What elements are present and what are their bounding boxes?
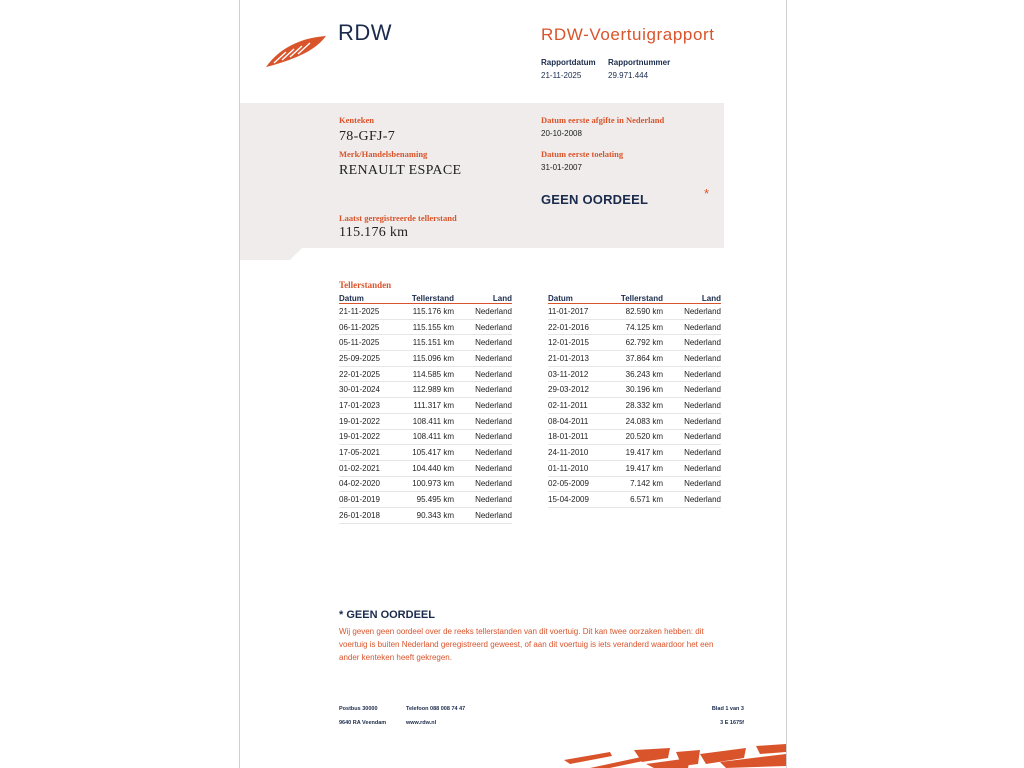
table-row [339,460,512,476]
table-header-row [548,293,721,304]
cell-land: Nederland [454,476,512,492]
oordeel-asterisk: * [704,186,710,201]
cell-datum: 12-01-2015 [548,335,610,351]
cell-land: Nederland [454,398,512,414]
oordeel-status: GEEN OORDEEL [541,192,649,207]
col-datum: Datum [548,293,610,304]
cell-datum: 29-03-2012 [548,382,610,398]
footer-blad: Blad 1 van 3 [711,706,744,712]
table-row [548,476,721,492]
cell-tellerstand: 62.792 km [610,335,663,351]
table-row [548,413,721,429]
cell-datum: 21-01-2013 [548,351,610,367]
col-land: Land [663,293,721,304]
table-row [339,351,512,367]
cell-tellerstand: 19.417 km [610,445,663,461]
cell-tellerstand: 108.411 km [401,429,454,445]
table-header-row [339,293,512,304]
rapportdatum-value: 21-11-2025 [541,71,582,80]
cell-datum: 02-05-2009 [548,476,610,492]
cell-land: Nederland [663,460,721,476]
col-tellerstand: Tellerstand [401,293,454,304]
cell-datum: 05-11-2025 [339,335,401,351]
cell-tellerstand: 105.417 km [401,445,454,461]
footer-postbus: Postbus 30000 [339,706,378,712]
cell-datum: 01-02-2021 [339,460,401,476]
rapportnummer-label: Rapportnummer [608,58,671,67]
merk-value: RENAULT ESPACE [339,163,462,178]
cell-tellerstand: 24.083 km [610,413,663,429]
cell-land: Nederland [663,398,721,414]
table-row [339,445,512,461]
afgifte-value: 20-10-2008 [541,129,582,138]
table-row [339,382,512,398]
table-row [548,382,721,398]
cell-land: Nederland [663,351,721,367]
cell-land: Nederland [454,335,512,351]
toelating-label: Datum eerste toelating [541,149,624,159]
cell-datum: 03-11-2012 [548,366,610,382]
kenteken-value: 78-GFJ-7 [339,129,396,144]
cell-land: Nederland [454,445,512,461]
cell-datum: 06-11-2025 [339,319,401,335]
cell-datum: 01-11-2010 [548,460,610,476]
cell-land: Nederland [454,366,512,382]
cell-datum: 30-01-2024 [339,382,401,398]
cell-land: Nederland [663,366,721,382]
table-row [339,366,512,382]
cell-land: Nederland [454,429,512,445]
col-land: Land [454,293,512,304]
table-row [339,319,512,335]
cell-tellerstand: 108.411 km [401,413,454,429]
rdw-feather-icon [264,30,330,70]
cell-tellerstand: 111.317 km [401,398,454,414]
footer-website: www.rdw.nl [406,720,437,726]
footer-plaats: 9640 RA Veendam [339,720,387,726]
table-row [548,366,721,382]
table-row [339,335,512,351]
cell-tellerstand: 74.125 km [610,319,663,335]
cell-datum: 25-09-2025 [339,351,401,367]
tellerstand-label: Laatst geregistreerde tellerstand [339,213,457,223]
cell-tellerstand: 114.585 km [401,366,454,382]
col-datum: Datum [339,293,401,304]
cell-land: Nederland [663,382,721,398]
cell-land: Nederland [663,476,721,492]
cell-land: Nederland [454,492,512,508]
rapportnummer-value: 29.971.444 [608,71,649,80]
footer-telefoon: Telefoon 088 008 74 47 [406,706,466,712]
cell-tellerstand: 104.440 km [401,460,454,476]
cell-tellerstand: 7.142 km [610,476,663,492]
table-row [548,460,721,476]
cell-tellerstand: 82.590 km [610,304,663,320]
cell-datum: 22-01-2025 [339,366,401,382]
table-row [339,413,512,429]
cell-datum: 08-04-2011 [548,413,610,429]
toelating-value: 31-01-2007 [541,163,582,172]
cell-tellerstand: 112.989 km [401,382,454,398]
table-row [548,429,721,445]
cell-datum: 08-01-2019 [339,492,401,508]
cell-datum: 17-01-2023 [339,398,401,414]
table-row [339,492,512,508]
cell-land: Nederland [454,460,512,476]
cell-tellerstand: 19.417 km [610,460,663,476]
panel-notch [240,248,302,260]
table-row [548,304,721,320]
cell-datum: 17-05-2021 [339,445,401,461]
table-row [339,507,512,523]
cell-tellerstand: 6.571 km [610,492,663,508]
footnote-title: * GEEN OORDEEL [339,609,435,621]
cell-tellerstand: 115.096 km [401,351,454,367]
cell-land: Nederland [454,351,512,367]
tellerstand-value: 115.176 km [339,225,409,240]
cell-land: Nederland [663,319,721,335]
cell-tellerstand: 20.520 km [610,429,663,445]
table-row [548,445,721,461]
table-row [548,492,721,508]
cell-tellerstand: 100.973 km [401,476,454,492]
cell-land: Nederland [663,335,721,351]
tellerstanden-table-left [339,293,512,524]
merk-label: Merk/Handelsbenaming [339,149,428,159]
cell-tellerstand: 115.151 km [401,335,454,351]
cell-datum: 26-01-2018 [339,507,401,523]
cell-tellerstand: 115.176 km [401,304,454,320]
rapportdatum-label: Rapportdatum [541,58,596,67]
cell-land: Nederland [663,429,721,445]
table-row [548,351,721,367]
cell-datum: 11-01-2017 [548,304,610,320]
report-title: RDW-Voertuigrapport [541,25,715,44]
cell-datum: 22-01-2016 [548,319,610,335]
cell-land: Nederland [454,382,512,398]
cell-tellerstand: 37.864 km [610,351,663,367]
cell-datum: 19-01-2022 [339,413,401,429]
cell-land: Nederland [663,492,721,508]
cell-tellerstand: 36.243 km [610,366,663,382]
table-row [339,429,512,445]
cell-land: Nederland [663,413,721,429]
cell-land: Nederland [663,445,721,461]
cell-datum: 02-11-2011 [548,398,610,414]
cell-datum: 21-11-2025 [339,304,401,320]
footnote-text: Wij geven geen oordeel over de reeks tellerstanden van dit voertuig. Dit kan twee oorzaken hebben: dit voertuig is buiten Nederland geregistreerd geweest, of aan dit voertuig is iets veranderd waardoor het een ander kenteken heeft gekregen. [339,627,714,662]
cell-datum: 24-11-2010 [548,445,610,461]
cell-datum: 18-01-2011 [548,429,610,445]
cell-tellerstand: 95.495 km [401,492,454,508]
tellerstanden-table-right [548,293,721,508]
cell-tellerstand: 115.155 km [401,319,454,335]
cell-land: Nederland [454,507,512,523]
footer-code: 3 E 1675f [720,720,744,726]
table-row [548,319,721,335]
cell-tellerstand: 90.343 km [401,507,454,523]
kenteken-label: Kenteken [339,115,374,125]
table-row [339,398,512,414]
cell-land: Nederland [454,319,512,335]
cell-datum: 19-01-2022 [339,429,401,445]
logo-text: RDW [338,20,393,45]
cell-datum: 15-04-2009 [548,492,610,508]
document-page [239,0,787,768]
afgifte-label: Datum eerste afgifte in Nederland [541,115,665,125]
table-row [339,304,512,320]
table-row [548,398,721,414]
cell-land: Nederland [663,304,721,320]
cell-land: Nederland [454,413,512,429]
table-row [339,476,512,492]
cell-land: Nederland [454,304,512,320]
cell-datum: 04-02-2020 [339,476,401,492]
cell-tellerstand: 30.196 km [610,382,663,398]
tellerstanden-title: Tellerstanden [339,280,392,290]
cell-tellerstand: 28.332 km [610,398,663,414]
col-tellerstand: Tellerstand [610,293,663,304]
rdw-stripes-icon [550,744,786,768]
table-row [548,335,721,351]
